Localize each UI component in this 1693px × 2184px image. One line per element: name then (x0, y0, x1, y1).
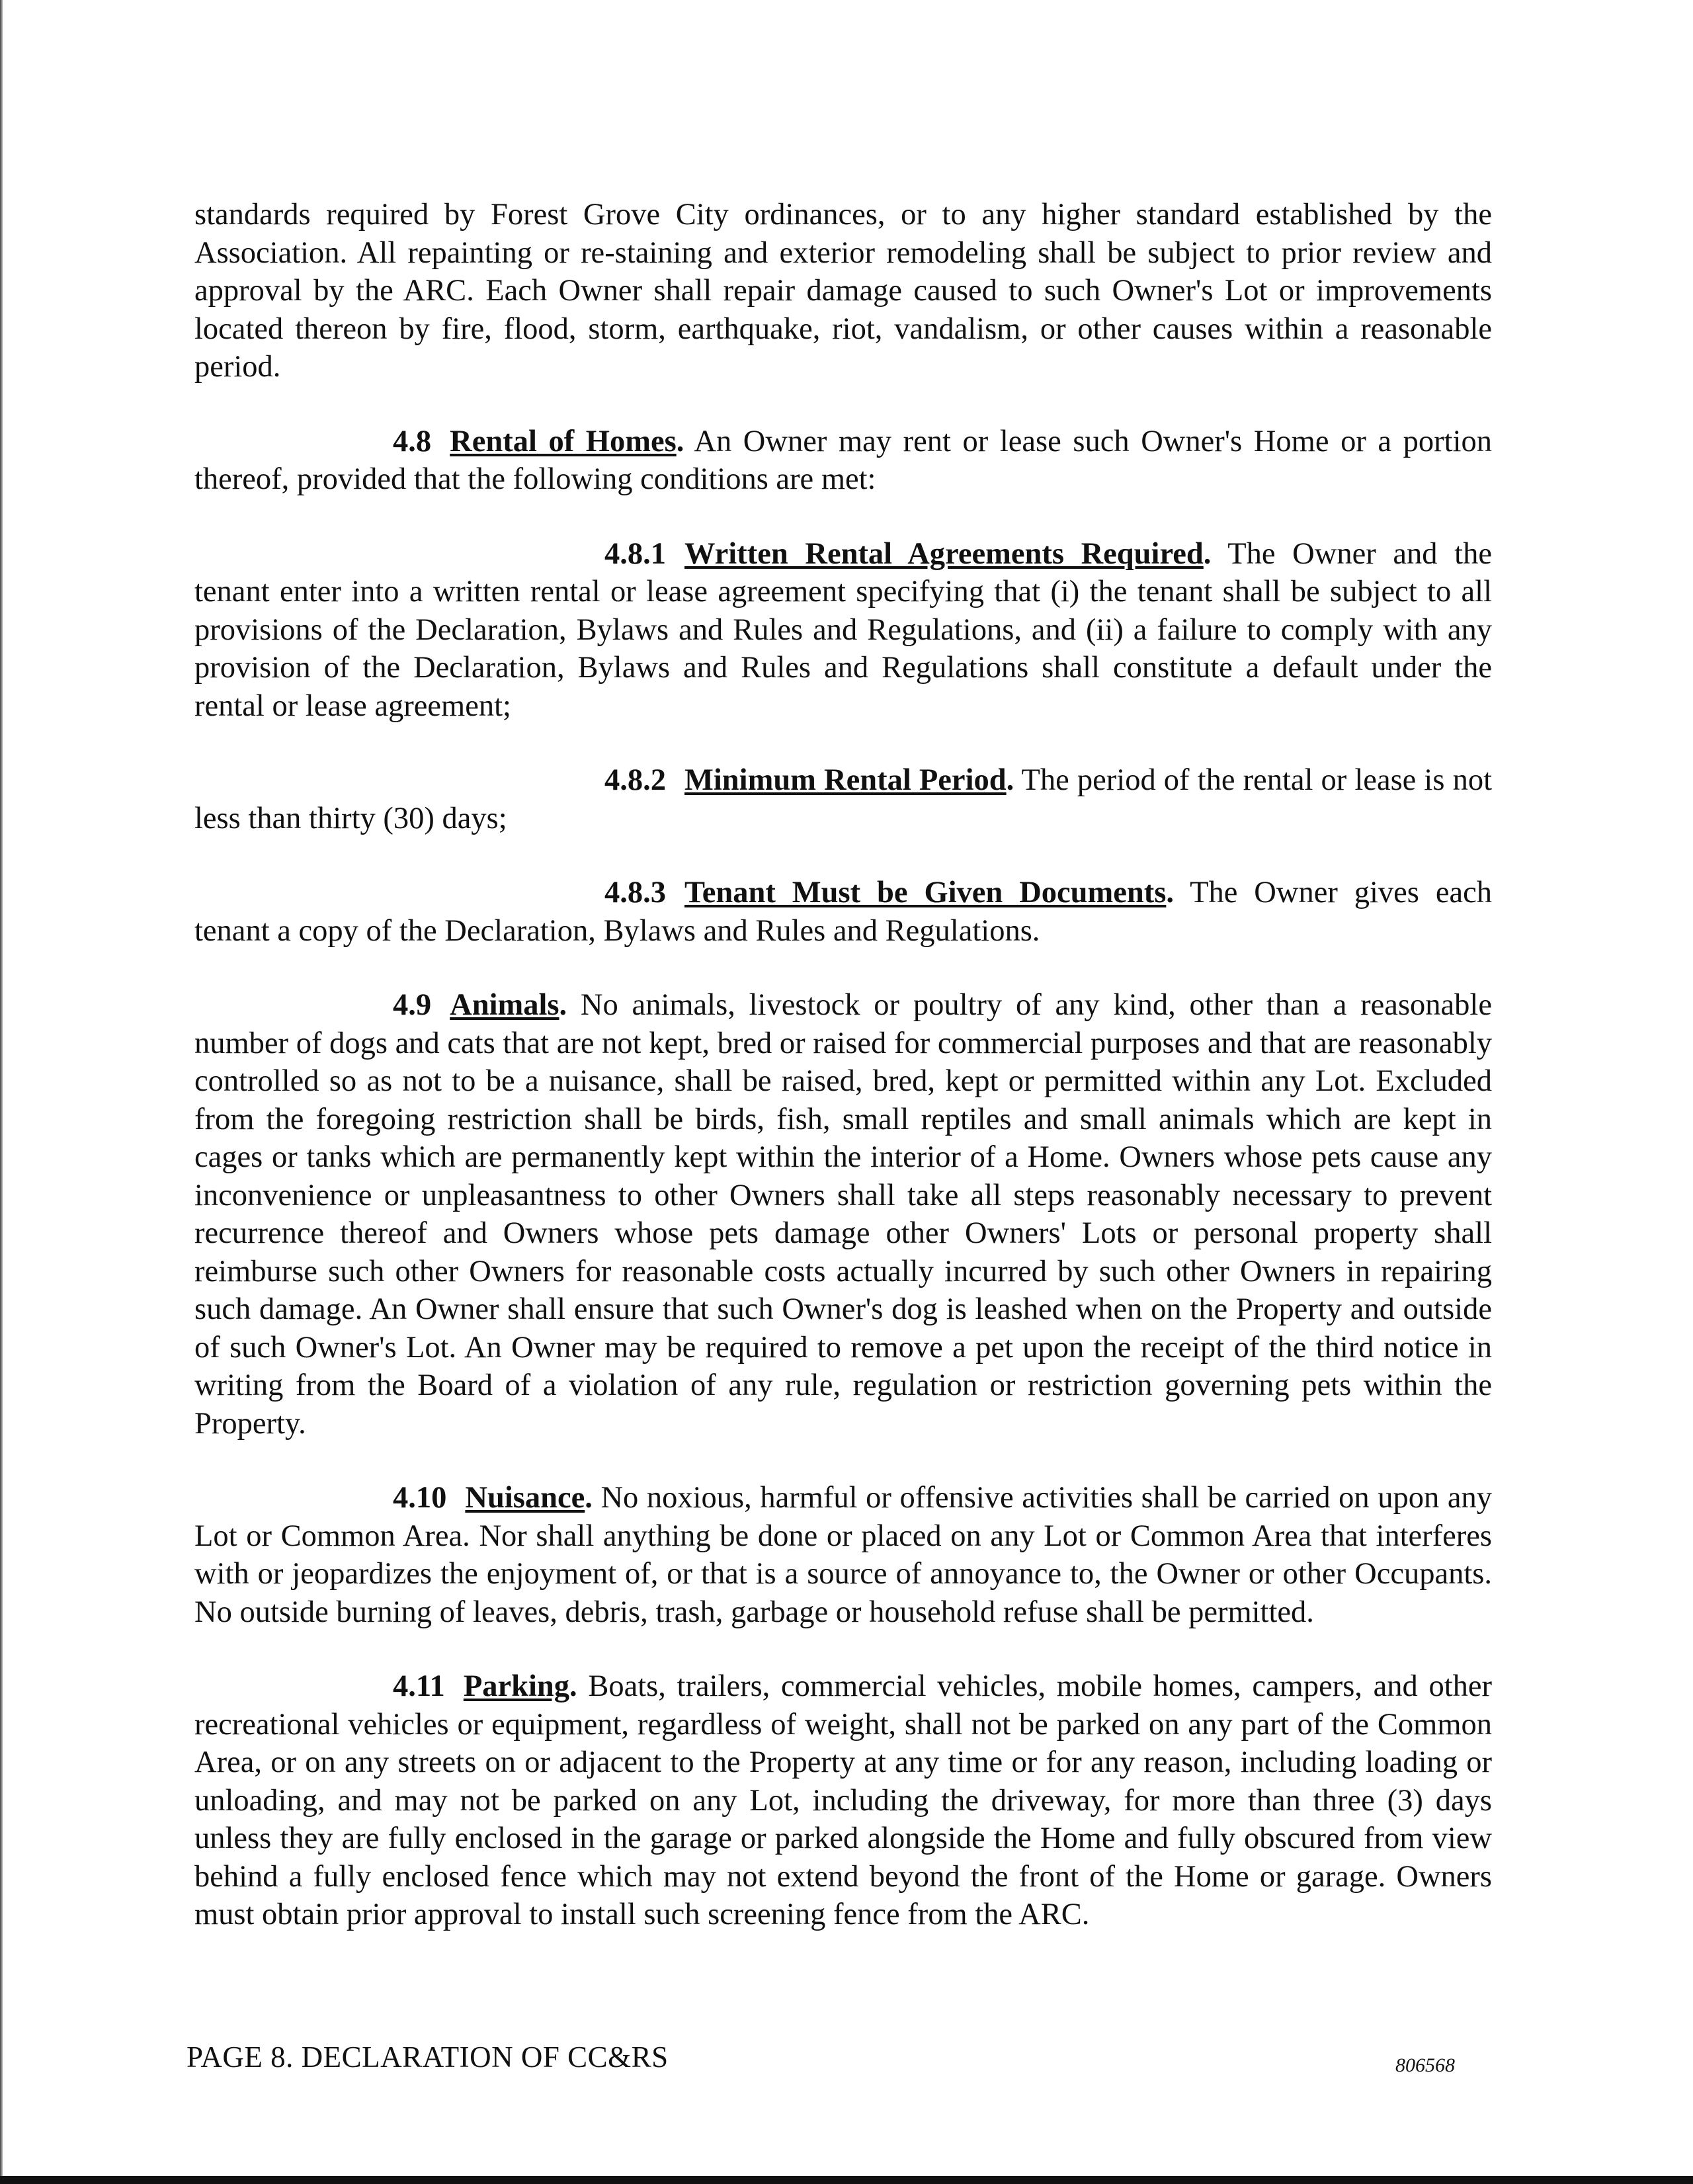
section-heading: Animals (450, 988, 559, 1022)
section-heading: Rental of Homes (450, 424, 677, 458)
section-text: An Owner may rent or lease such Owner's Home or a portion thereof, provided that the following conditions are met: (194, 424, 1492, 496)
section-heading: Written Rental Agreements Required (684, 536, 1204, 571)
section-heading: Nuisance (465, 1481, 585, 1515)
paragraph-text: standards required by Forest Grove City ordinances, or to any higher standard established by the Association. All repainting or re-staining and exterior remodeling shall be subject to prior review and approval by the ARC. Each Owner shall repair damage caused to such Owner's Lot or improvements located thereon by fire, flood, storm, earthquake, riot, vandalism, or other causes within a reasonable period. (194, 198, 1492, 384)
document-body (194, 196, 1492, 1970)
section-heading: Minimum Rental Period (684, 763, 1007, 797)
section-4-8: 4.8 Rental of Homes. An Owner may rent or lease such Owner's Home or a portion thereof, provided that the following conditions are met: (194, 423, 1492, 499)
section-4-11: 4.11 Parking. Boats, trailers, commercial vehicles, mobile homes, campers, and other recreational vehicles or equipment, regardless of weight, shall not be parked on any part of the Common Area, or on any streets on or adjacent to the Property at any time or for any reason, including loading or unloading, and may not be parked on any Lot, including the driveway, for more than three (3) days unless they are fully enclosed in the garage or parked alongside the Home and fully obscured from view behind a fully enclosed fence which may not extend beyond the front of the Home or garage. Owners must obtain prior approval to install such screening fence from the ARC. (194, 1667, 1492, 1934)
section-heading: Parking (463, 1669, 569, 1703)
section-4-8-1: 4.8.1 Written Rental Agreements Required. The Owner and the tenant enter into a written rental or lease agreement specifying that (i) the tenant shall be subject to all provisions of the Declaration, Bylaws and Rules and Regulations, and (ii) a failure to comply with any provision of the Declaration, Bylaws and Rules and Regulations shall constitute a default under the rental or lease agreement; (194, 535, 1492, 726)
section-text: The Owner and the tenant enter into a written rental or lease agreement specifying that (i) the tenant shall be subject to all provisions of the Declaration, Bylaws and Rules and Regulations, and (ii) a failure to comply with any provision of the Declaration, Bylaws and Rules and Regulations shall constitute a default under the rental or lease agreement; (194, 536, 1492, 723)
section-heading: Tenant Must be Given Documents (684, 876, 1167, 909)
section-number: 4.8 (393, 424, 432, 458)
footer-doc-number: 806568 (1395, 2054, 1455, 2076)
section-number: 4.8.1 (604, 536, 666, 571)
section-text: No noxious, harmful or offensive activities shall be carried on upon any Lot or Common Area. Nor shall anything be done or placed on any Lot or Common Area that interferes with or jeopardizes the enjoyment of, or that is a source of annoyance to, the Owner or other Occupants. No outside burning of leaves, debris, trash, garbage or household refuse shall be permitted. (194, 1481, 1492, 1629)
section-text: No animals, livestock or poultry of any kind, other than a reasonable number of dogs and cats that are not kept, bred or raised for commercial purposes and that are reasonably controlled so as not to be a nuisance, shall be raised, bred, kept or permitted within any Lot. Excluded from the foregoing restriction shall be birds, fish, small reptiles and small animals which are kept in cages or tanks which are permanently kept within the interior of a Home. Owners whose pets cause any inconvenience or unpleasantness to other Owners shall take all steps reasonably necessary to prevent recurrence thereof and Owners whose pets damage other Owners' Lots or personal property shall reimburse such other Owners for reasonable costs actually incurred by such other Owners in repairing such damage. An Owner shall ensure that such Owner's dog is leashed when on the Property and outside of such Owner's Lot. An Owner may be required to remove a pet upon the receipt of the third notice in writing from the Board of a violation of any rule, regulation or restriction governing pets within the Property. (194, 988, 1492, 1441)
section-text: The period of the rental or lease is not less than thirty (30) days; (194, 763, 1492, 835)
section-text: Boats, trailers, commercial vehicles, mobile homes, campers, and other recreational vehicles or equipment, regardless of weight, shall not be parked on any part of the Common Area, or on any streets on or adjacent to the Property at any time or for any reason, including loading or unloading, and may not be parked on any Lot, including the driveway, for more than three (3) days unless they are fully enclosed in the garage or parked alongside the Home and fully obscured from view behind a fully enclosed fence which may not extend beyond the front of the Home or garage. Owners must obtain prior approval to install such screening fence from the ARC. (194, 1669, 1492, 1931)
footer-page-label: PAGE 8. DECLARATION OF CC&RS (186, 2040, 669, 2074)
section-4-10: 4.10 Nuisance. No noxious, harmful or offensive activities shall be carried on upon any Lot or Common Area. Nor shall anything be done or placed on any Lot or Common Area that interferes with or jeopardizes the enjoyment of, or that is a source of annoyance to, the Owner or other Occupants. No outside burning of leaves, debris, trash, garbage or household refuse shall be permitted. (194, 1479, 1492, 1631)
section-number: 4.9 (393, 988, 432, 1022)
paragraph-continuation (194, 196, 1492, 386)
scan-left-edge (0, 0, 3, 2184)
section-number: 4.10 (393, 1481, 447, 1515)
section-4-9: 4.9 Animals. No animals, livestock or poultry of any kind, other than a reasonable number of dogs and cats that are not kept, bred or raised for commercial purposes and that are reasonably controlled so as not to be a nuisance, shall be raised, bred, kept or permitted within any Lot. Excluded from the foregoing restriction shall be birds, fish, small reptiles and small animals which are kept in cages or tanks which are permanently kept within the interior of a Home. Owners whose pets cause any inconvenience or unpleasantness to other Owners shall take all steps reasonably necessary to prevent recurrence thereof and Owners whose pets damage other Owners' Lots or personal property shall reimburse such other Owners for reasonable costs actually incurred by such other Owners in repairing such damage. An Owner shall ensure that such Owner's dog is leashed when on the Property and outside of such Owner's Lot. An Owner may be required to remove a pet upon the receipt of the third notice in writing from the Board of a violation of any rule, regulation or restriction governing pets within the Property. (194, 986, 1492, 1443)
scan-bottom-edge (0, 2176, 1693, 2184)
section-text: The Owner gives each tenant a copy of the Declaration, Bylaws and Rules and Regulations. (194, 876, 1492, 948)
section-4-8-3: 4.8.3 Tenant Must be Given Documents. The Owner gives each tenant a copy of the Declaration, Bylaws and Rules and Regulations. (194, 874, 1492, 950)
section-number: 4.8.2 (604, 763, 666, 797)
section-number: 4.11 (393, 1669, 445, 1703)
section-4-8-2: 4.8.2 Minimum Rental Period. The period of the rental or lease is not less than thirty (30) days; (194, 761, 1492, 837)
section-number: 4.8.3 (604, 876, 666, 909)
